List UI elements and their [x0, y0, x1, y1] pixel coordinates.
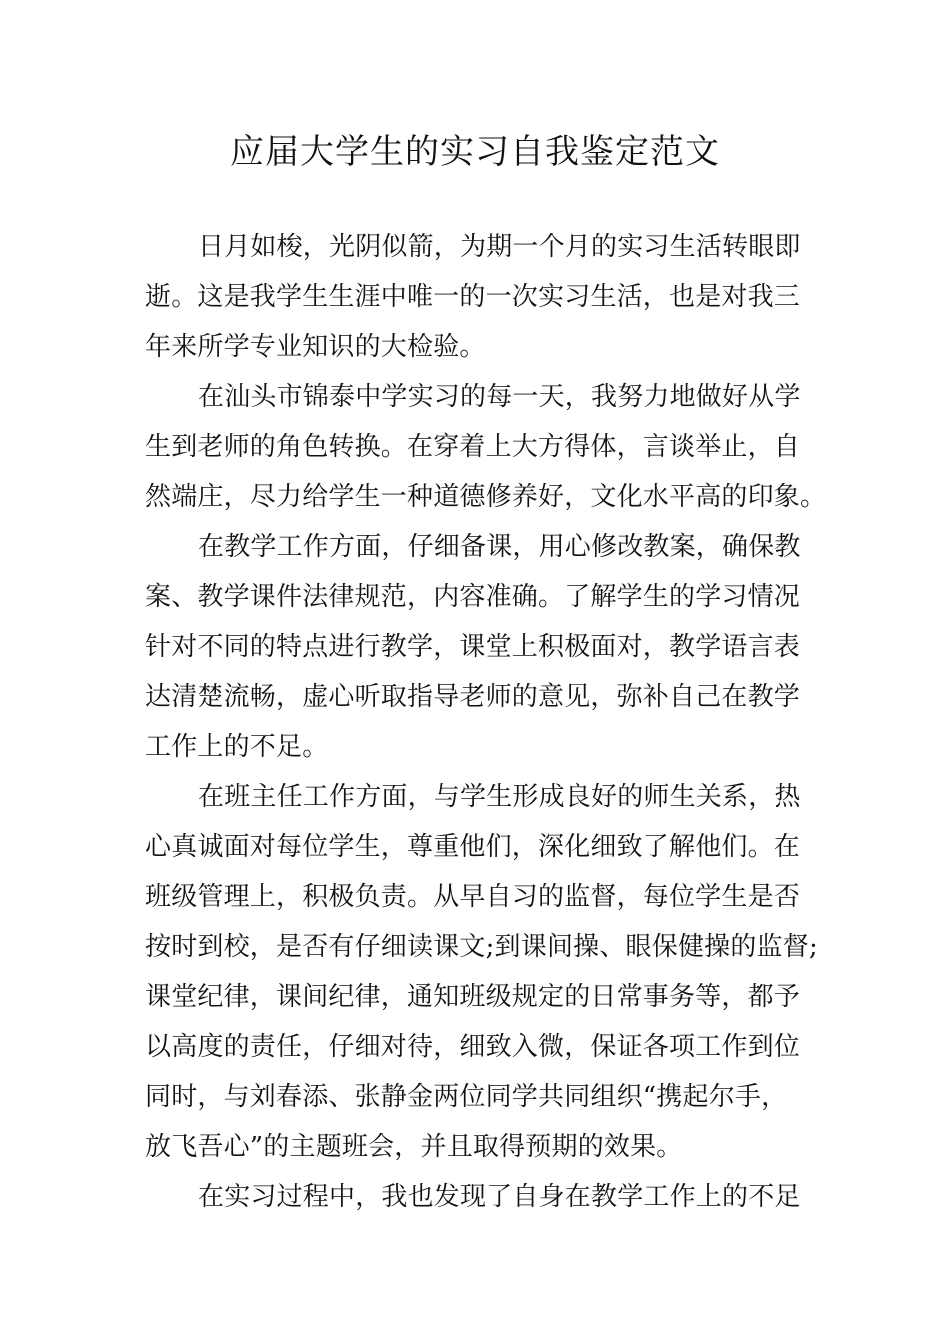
paragraph-3-line-1: 在教学工作方面，仔细备课，用心修改教案，确保教 — [198, 532, 801, 562]
paragraph-5-line-1: 在实习过程中，我也发现了自身在教学工作上的不足 — [198, 1182, 801, 1212]
document-title: 应届大学生的实习自我鉴定范文 — [230, 132, 720, 172]
paragraph-1-line-3: 年来所学专业知识的大检验。 — [145, 332, 486, 362]
paragraph-2-line-3: 然端庄，尽力给学生一种道德修养好，文化水平高的印象。 — [145, 482, 827, 512]
paragraph-4-line-3: 班级管理上，积极负责。从早自习的监督，每位学生是否 — [145, 882, 801, 912]
paragraph-3-line-4: 达清楚流畅，虚心听取指导老师的意见，弥补自己在教学 — [145, 682, 801, 712]
paragraph-3-line-5: 工作上的不足。 — [145, 732, 329, 762]
paragraph-4-line-7: 同时，与刘春添、张静金两位同学共同组织“携起尔手， — [145, 1082, 788, 1112]
paragraph-4-line-6: 以高度的责任，仔细对待，细致入微，保证各项工作到位 — [145, 1032, 801, 1062]
paragraph-3-line-2: 案、教学课件法律规范，内容准确。了解学生的学习情况 — [145, 582, 801, 612]
paragraph-2-line-1: 在汕头市锦泰中学实习的每一天，我努力地做好从学 — [198, 382, 801, 412]
paragraph-4-line-2: 心真诚面对每位学生，尊重他们，深化细致了解他们。在 — [145, 832, 801, 862]
paragraph-4-line-8: 放飞吾心”的主题班会，并且取得预期的效果。 — [145, 1132, 683, 1162]
paragraph-1-line-1: 日月如梭，光阴似箭，为期一个月的实习生活转眼即 — [198, 232, 801, 262]
paragraph-1-line-2: 逝。这是我学生生涯中唯一的一次实习生活，也是对我三 — [145, 282, 801, 312]
paragraph-4-line-5: 课堂纪律，课间纪律，通知班级规定的日常事务等，都予 — [145, 982, 801, 1012]
paragraph-4-line-1: 在班主任工作方面，与学生形成良好的师生关系，热 — [198, 782, 801, 812]
paragraph-2-line-2: 生到老师的角色转换。在穿着上大方得体，言谈举止，自 — [145, 432, 801, 462]
paragraph-3-line-3: 针对不同的特点进行教学，课堂上积极面对，教学语言表 — [145, 632, 801, 662]
paragraph-4-line-4: 按时到校，是否有仔细读课文;到课间操、眼保健操的监督; — [145, 932, 818, 962]
